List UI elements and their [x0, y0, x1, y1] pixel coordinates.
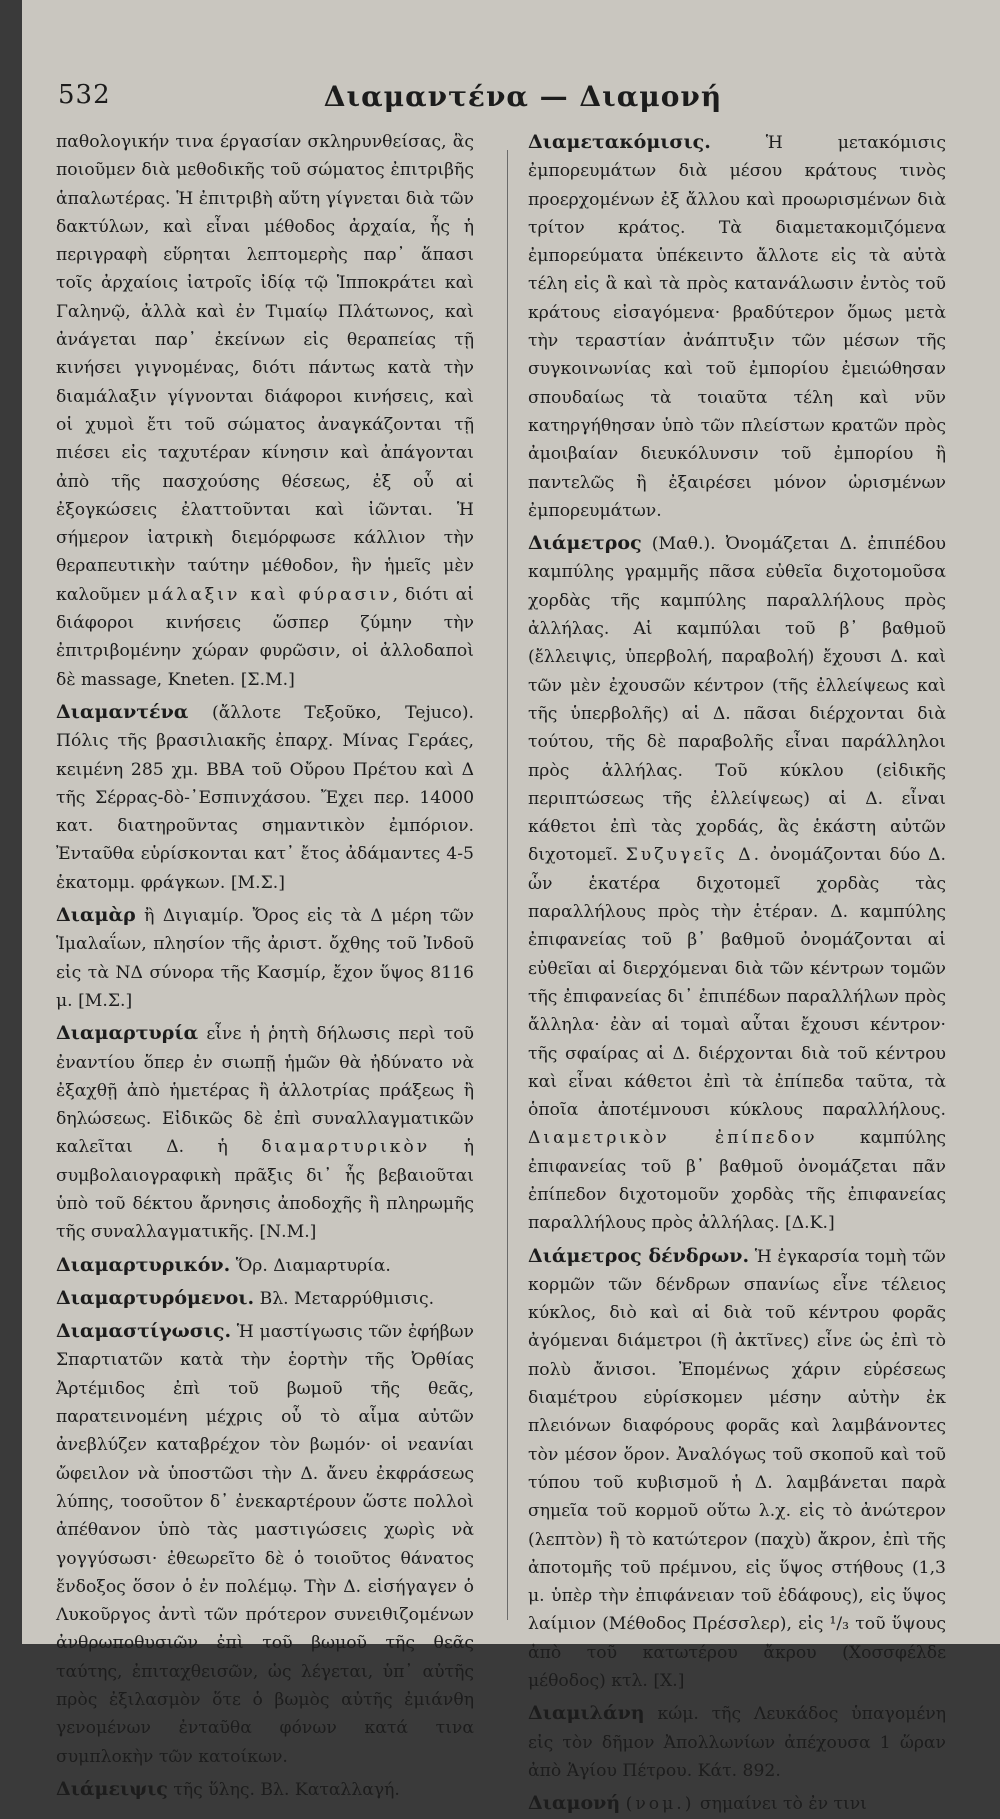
- running-head: [58, 80, 988, 124]
- entry-diametakomisis: [528, 128, 946, 525]
- headword: Διαμονή: [528, 1792, 621, 1815]
- entry-diamar: [56, 901, 474, 1015]
- entry-text: παθολογικήν τινα έργασίαν σκληρυνθείσας, ἃς ποιοῦμεν διὰ μεθοδικῆς τοῦ σώματος ἐπιτριβῆς ἁπαλωτέρας. Ἡ ἐπιτριβὴ αὕτη γίγνεται διὰ τῶν δακτύλων, καὶ εἶναι μέθοδος ἀρχαία, ἧς ἡ περιγραφὴ εὕρηται λεπτομερὴς παρ᾿ ἅπασι τοῖς ἀρχαίοις ἰατροῖς ἰδίᾳ τῷ Ἱπποκράτει καὶ Γαληνῷ, ἀλλὰ καὶ ἐν Τιμαίῳ Πλάτωνος, καὶ ἀνάγεται παρ᾿ ἐκείνων εἰς θεραπείας τῇ κινήσει γιγνομένας, διότι πάντως κατὰ τὴν διαμάλαξιν γίγνονται διάφοροι κινήσεις, καὶ οἱ χυμοὶ ἔτι τοῦ σώματος ἀναγκάζονται τῇ πιέσει εἰς ταχυτέραν κίνησιν καὶ ἀπάγονται ἀπὸ τῆς πασχούσης θέσεως, ἐξ οὗ αἱ ἐξογκώσεις ἐλαττοῦνται καὶ ἰῶνται. Ἡ σήμερον ἰατρικὴ διεμόρφωσε κάλλιον τὴν θεραπευτικὴν ταύτην μέθοδον, ἣν ἡμεῖς μὲν καλοῦμεν: [56, 132, 474, 605]
- headword: Διαμαρτυρία: [56, 1022, 199, 1045]
- entry-text: , διότι αἱ διάφοροι κινήσεις ὥσπερ ζύμην τὴν ἐπιτριβομένην χώραν φυρῶσιν, οἱ ἀλλοδαποὶ δὲ massage, Kneten. [Σ.Μ.]: [56, 584, 475, 690]
- entry-text: Βλ. Μεταρρύθμισις.: [259, 1288, 435, 1309]
- entry-text: σημαίνει τὸ ἐν τινι: [699, 1794, 867, 1815]
- entry-text: (ἄλλοτε Τεξοῦκο, Tejuco). Πόλις τῆς βρασιλιακῆς ἐπαρχ. Μίνας Γεράες, κειμένη 285 χμ. ΒΒΑ τοῦ Οὔρου Πρέτου καὶ Δ τῆς Σέρρας-δὸ-᾿Εσπινχάσου. Ἔχει περ. 14000 κατ. διατηροῦντας σημαντικὸν ἐμπόριον. Ἐνταῦθα εὑρίσκονται κατ᾿ ἔτος ἀδάμαντες 4-5 ἑκατομμ. φράγκων. [Μ.Σ.]: [56, 702, 475, 893]
- entry-text: Ἡ μαστίγωσις τῶν ἐφήβων Σπαρτιατῶν κατὰ τὴν ἑορτὴν τῆς Ὀρθίας Ἀρτέμιδος ἐπὶ τοῦ βωμοῦ τῆς θεᾶς, παρατεινομένη μέχρις οὗ τὸ αἷμα αὐτῶν ἀνεβλύζεν καταβρέχον τὸν βωμόν· οἱ νεανίαι ὤφειλον νὰ ὑποστῶσι τὴν Δ. ἄνευ ἐκφράσεως λύπης, τοσοῦτον δ᾿ ἐνεκαρτέρουν ὥστε πολλοὶ ἀπέθανον ὑπὸ τὰς μαστιγώσεις χωρὶς νὰ γογγύσωσι· ἐθεωρεῖτο δὲ ὁ τοιοῦτος θάνατος ἔνδοξος ὅσον ὁ ἐν πολέμῳ. Τὴν Δ. εἰσήγαγεν ὁ Λυκοῦργος ἀντὶ τῶν πρότερον συνειθιζομένων ἀνθρωποθυσιῶν ἐπὶ τοῦ βωμοῦ τῆς θεᾶς ταύτης, ἐπιταχθεισῶν, ὡς λέγεται, ὑπ᾿ αὐτῆς πρὸς ἐξιλασμὸν ὅτε ὁ βωμὸς αὐτῆς ἐμιάνθη γενομένων ἐνταῦθα φόνων κατά τινα συμπλοκὴν τῶν κατοίκων.: [56, 1322, 475, 1767]
- page: [22, 0, 1000, 1815]
- entry-diamartyrikon: [56, 1251, 474, 1280]
- spaced-term: (νομ.): [625, 1794, 695, 1815]
- entry-text: τῆς ὕλης. Βλ. Καταλλαγή.: [173, 1779, 400, 1800]
- headword: Διαμετακόμισις.: [528, 131, 711, 153]
- entry-diametros: [528, 529, 946, 1237]
- entry-diameipsis: [56, 1775, 474, 1804]
- entry-text: Ἡ μετακόμισις ἐμπορευμάτων διὰ μέσου κράτους τινὸς προερχομένων ἐξ ἄλλου καὶ προωρισμένων διὰ τρίτον κράτος. Τὰ διαμετακομιζόμενα ἐμπορεύματα ὑπέκειντο ἄλλοτε εἰς τὰ αὐτὰ τέλη εἰς ἃ καὶ τὰ πρὸς κατανάλωσιν ἐντὸς τοῦ κράτους εἰσαγόμενα· βραδύτερον ὅμως μετὰ τὴν τεραστίαν ἀνάπτυξιν τῶν μέσων τῆς συγκοινωνίας καὶ τοῦ ἐμπορίου ἐμειώθησαν σπουδαίως τὰ τοιαῦτα τέλη καὶ νῦν κατηργήθησαν ὑπὸ τῶν πλείστων κρατῶν πρὸς ἀμοιβαίαν διευκόλυνσιν τοῦ ἐμπορίου ἢ παντελῶς ἢ ἐξαιρέσει μόνον ὡρισμένων ἐμπορευμάτων.: [528, 133, 946, 521]
- entry-text: κώμ. τῆς Λευκάδος ὑπαγομένη εἰς τὸν δῆμον Ἀπολλωνίων ἀπέχουσα 1 ὥραν ἀπὸ Ἁγίου Πέτρου. Κάτ. 892.: [528, 1704, 946, 1781]
- entry-text: Ὅρ. Διαμαρτυρία.: [235, 1255, 391, 1276]
- headword: Διαμαρτυρόμενοι.: [56, 1286, 255, 1309]
- entry-text: (Μαθ.). Ὀνομάζεται Δ. ἐπιπέδου καμπύλης γραμμῆς πᾶσα εὐθεῖα διχοτομοῦσα χορδὰς τῆς καμπύλης παραλλήλους πρὸς ἀλλήλας. Αἱ καμπύλαι τοῦ β᾿ βαθμοῦ (ἔλλειψις, ὑπερβολή, παραβολή) ἔχουσι Δ. καὶ τῶν μὲν ἐχουσῶν κέντρον (τῆς ἐλλείψεως καὶ τῆς ὑπερβολῆς) αἱ Δ. πᾶσαι διέρχονται διὰ τούτου, τῆς δὲ παραβολῆς εἶναι παράλληλοι πρὸς ἀλλήλας. Τοῦ κύκλου (εἰδικῆς περιπτώσεως τῆς ἐλλείψεως) αἱ Δ. εἶναι κάθετοι ἐπὶ τὰς χορδάς, ἃς ἑκάστη αὐτῶν διχοτομεῖ.: [528, 534, 947, 866]
- entry-text: ἡ συμβολαιογραφικὴ πρᾶξις δι᾿ ἧς βεβαιοῦται ὑπὸ τοῦ δέκτου ἄρνησις ἀποδοχῆς ἢ πληρωμῆς τῆς συναλλαγματικῆς. [Ν.Μ.]: [56, 1137, 475, 1243]
- spaced-term: Διαμετρικὸν ἐπίπεδον: [528, 1128, 818, 1149]
- page-number: 532: [58, 80, 111, 110]
- headword: Διάμετρος δένδρων.: [528, 1244, 750, 1267]
- left-column: [56, 128, 475, 1800]
- headword: Διάμετρος: [528, 532, 642, 555]
- entry-diamilani: [528, 1699, 946, 1785]
- entry-diamoni: [528, 1789, 946, 1818]
- entry-text: εἶνε ἡ ῥητὴ δήλωσις περὶ τοῦ ἐναντίου ὅπερ ἐν σιωπῇ ἡμῶν θὰ ἠδύνατο νὰ ἐξαχθῇ ἀπὸ ἡμετέρας ἢ ἀλλοτρίας πράξεως ἢ δηλώσεως. Εἰδικῶς δὲ ἐπὶ συναλλαγματικῶν καλεῖται Δ. ἡ: [56, 1024, 474, 1158]
- headword: Διαμὰρ: [56, 904, 136, 927]
- entry-diametros-dendron: [528, 1242, 946, 1696]
- spaced-term: Συζυγεῖς Δ.: [625, 845, 763, 866]
- headword: Διαμιλάνη: [528, 1702, 645, 1725]
- right-column: [528, 128, 947, 1815]
- headword: Διάμειψις: [56, 1777, 168, 1800]
- entry-diamantena: [56, 698, 474, 897]
- headword: Διαμαστίγωσις.: [56, 1320, 232, 1343]
- entry-text: καμπύλης ἐπιφανείας τοῦ β᾿ βαθμοῦ ὀνομάζεται πᾶν ἐπίπεδον διχοτομοῦν χορδὰς τῆς ἐπιφανείας παραλλήλους πρὸς ἀλλήλας. [Δ.Κ.]: [528, 1128, 946, 1234]
- entry-diamartyria: [56, 1019, 474, 1246]
- entry-massage-continued: [56, 128, 474, 694]
- column-divider: [507, 150, 508, 1620]
- entry-diamastigosis: [56, 1317, 474, 1771]
- headword: Διαμαντένα: [56, 700, 189, 723]
- entry-diamartyromenoi: [56, 1284, 474, 1313]
- entry-text: ἢ Διγιαμίρ. Ὄρος εἰς τὰ Δ μέρη τῶν Ἱμαλαΐων, πλησίον τῆς ἀριστ. ὄχθης τοῦ Ἰνδοῦ εἰς τὰ ΝΔ σύνορα τῆς Κασμίρ, ἔχον ὕψος 8116 μ. [Μ.Σ.]: [56, 906, 475, 1011]
- headword: Διαμαρτυρικόν.: [56, 1253, 231, 1276]
- spaced-term: διαμαρτυρικὸν: [261, 1137, 431, 1158]
- entry-text: ὀνομάζονται δύο Δ. ὧν ἑκατέρα διχοτομεῖ χορδὰς τὰς παραλλήλους πρὸς τὴν ἑτέραν. Δ. καμπύλης ἐπιφανείας τοῦ β᾿ βαθμοῦ ὀνομάζονται αἱ εὐθεῖαι αἱ διερχόμεναι διὰ τῶν κέντρων τομῶν τῆς ἐπιφανείας δι᾿ ἐπιπέδων παραλλήλων πρὸς ἄλληλα· ἐὰν αἱ τομαὶ αὗται ἔχουσι κέντρον· τῆς σφαίρας αἱ Δ. διέρχονται διὰ τοῦ κέντρου καὶ εἶναι κάθετοι ἐπὶ τὰ ἐπίπεδα ταῦτα, τὰ ὁποῖα ἀποτέμνουσι κύκλους παραλλήλους.: [528, 845, 947, 1121]
- entry-text: Ἡ ἐγκαρσία τομὴ τῶν κορμῶν τῶν δένδρων σπανίως εἶνε τέλειος κύκλος, διὸ καὶ αἱ διὰ τοῦ κέντρου φορᾶς ἀγόμεναι διάμετροι (ἢ ἀκτῖνες) εἶνε ὡς ἐπὶ τὸ πολὺ ἄνισοι. Ἐπομένως χάριν εὑρέσεως διαμέτρου εὑρίσκομεν μέσην αὐτὴν ἐκ πλειόνων διαφόρους φορᾶς καὶ λαμβάνοντες τὸν μέσον ὅρον. Ἀναλόγως τοῦ σκοποῦ καὶ τοῦ τύπου τοῦ κυβισμοῦ ἡ Δ. λαμβάνεται παρὰ σημεῖα τοῦ κορμοῦ οὕτω λ.χ. εἰς τὸ ἀνώτερον (λεπτὸν) ἢ τὸ κατώτερον (παχὺ) ἄκρον, ἐπὶ τῆς ἀποτομῆς τοῦ πρέμνου, εἰς ὕψος στήθους (1,3 μ. ὑπὲρ τὴν ἐπιφάνειαν τοῦ ἐδάφους), εἰς ὕψος λαίμιον (Μέθοδος Πρέσσλερ), εἰς ¹/₃ τοῦ ὕψους ἀπὸ τοῦ κατωτέρου ἄκρου (Χοσσφέλδε μέθοδος) κτλ. [Χ.]: [528, 1246, 946, 1692]
- spaced-term: μάλαξιν καὶ φύρασιν: [147, 584, 393, 605]
- page-title: Διαμαντένα — Διαμονή: [323, 80, 723, 113]
